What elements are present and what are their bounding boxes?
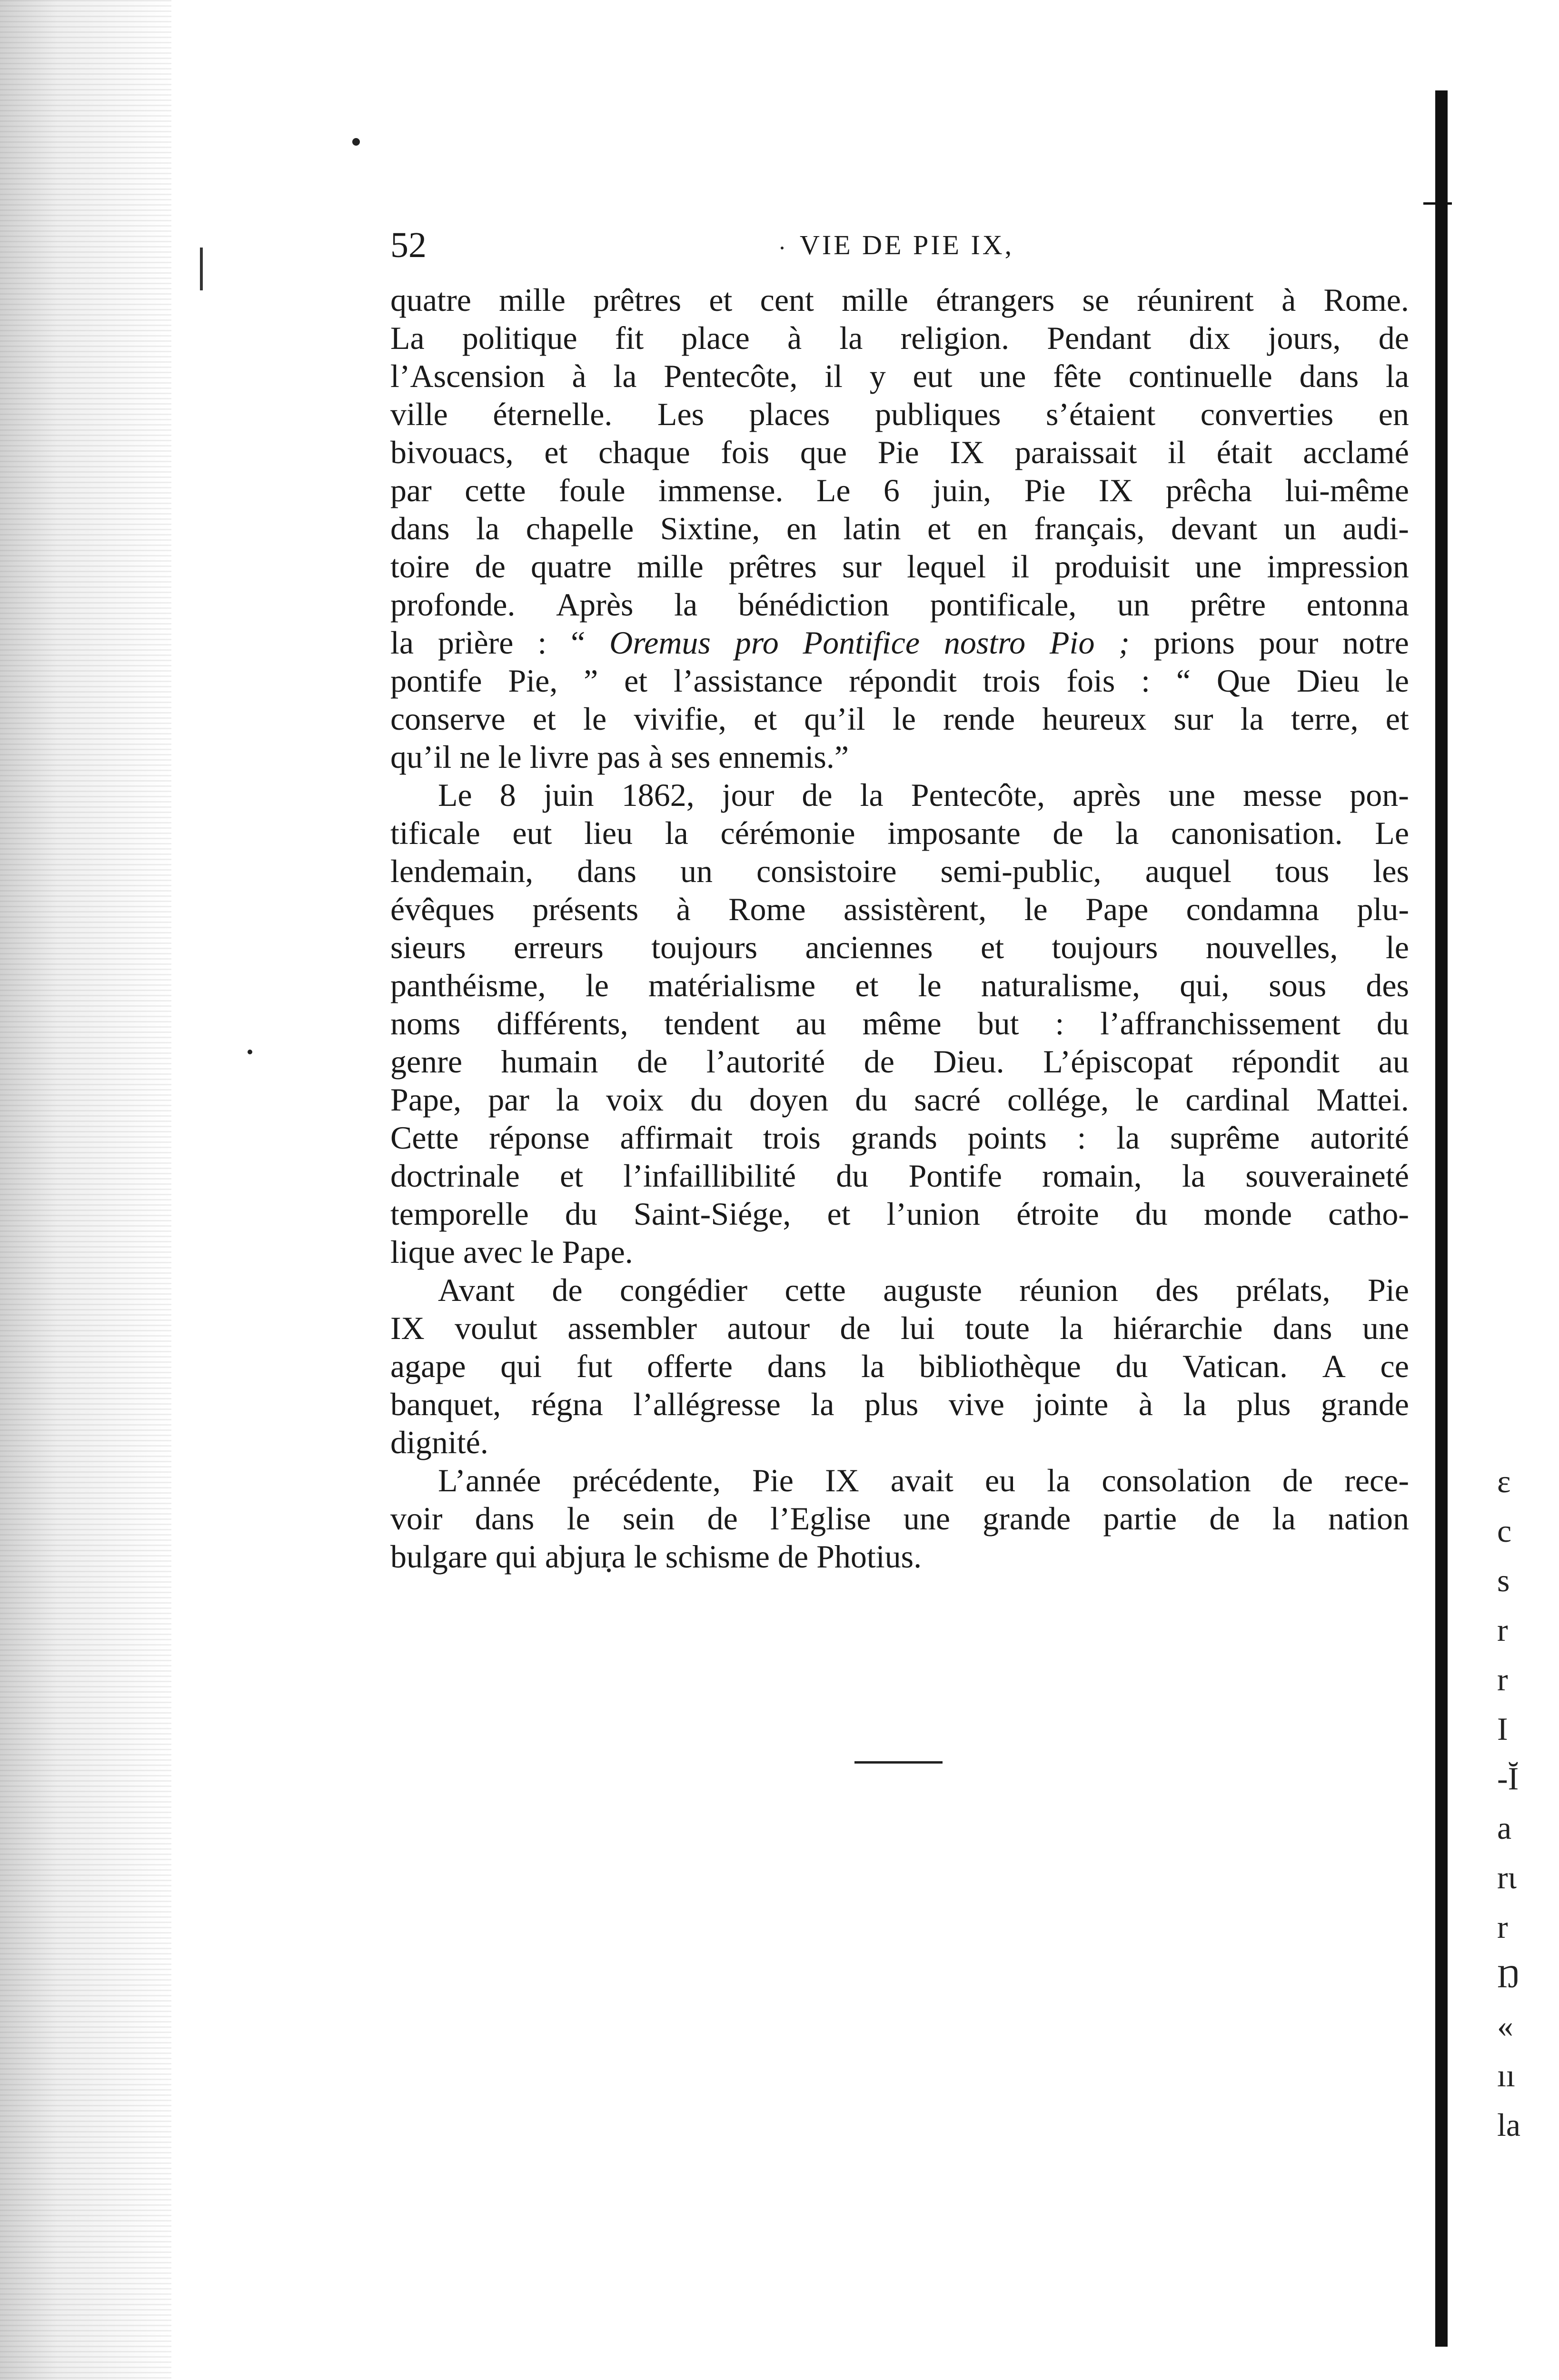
paragraph xyxy=(390,1271,1409,1461)
facing-page-glyph: « xyxy=(1497,2008,1513,2044)
scan-gutter-shadow xyxy=(0,0,171,2380)
facing-page-glyph: la xyxy=(1497,2107,1521,2143)
end-of-section-rule xyxy=(854,1761,943,1764)
binding-tick xyxy=(1423,202,1452,205)
text-line: la prière : “ Oremus pro Pontifice nostro Pio ; prions pour notre xyxy=(390,625,1409,661)
text-line: temporelle du Saint-Siége, et l’union étroite du monde catho- xyxy=(390,1196,1409,1232)
ink-speck xyxy=(352,138,360,146)
facing-page-glyph: -Ĭ xyxy=(1497,1760,1519,1796)
text-line: IX voulut assembler autour de lui toute la hiérarchie dans une xyxy=(390,1310,1409,1346)
text-line: Pape, par la voix du doyen du sacré collége, le cardinal Mattei. xyxy=(390,1081,1409,1118)
text-line: Cette réponse affirmait trois grands points : la suprême autorité xyxy=(390,1120,1409,1156)
text-line: pontife Pie, ” et l’assistance répondit trois fois : “ Que Dieu le xyxy=(390,663,1409,699)
text-line: La politique fit place à la religion. Pendant dix jours, de xyxy=(390,320,1409,356)
text-line: agape qui fut offerte dans la bibliothèque du Vatican. A ce xyxy=(390,1348,1409,1384)
page-header xyxy=(390,219,1414,271)
text-line: L’année précédente, Pie IX avait eu la consolation de rece- xyxy=(438,1462,1409,1498)
facing-page-glyph: ε xyxy=(1497,1463,1511,1499)
facing-page-glyph: a xyxy=(1497,1810,1512,1846)
facing-page-glyph: c xyxy=(1497,1513,1512,1549)
facing-page-glyph: rι xyxy=(1497,1859,1517,1895)
text-line: qu’il ne le livre pas à ses ennemis.” xyxy=(390,739,849,775)
text-line: toire de quatre mille prêtres sur lequel il produisit une impression xyxy=(390,548,1409,585)
facing-page-glyph: s xyxy=(1497,1562,1510,1598)
text-line: lique avec le Pape. xyxy=(390,1234,633,1270)
text-line: panthéisme, le matérialisme et le naturalisme, qui, sous des xyxy=(390,967,1409,1003)
paragraph xyxy=(390,1461,1409,1576)
facing-page-edge xyxy=(1497,1457,1554,2150)
text-line: évêques présents à Rome assistèrent, le Pape condamna plu- xyxy=(390,891,1409,927)
text-line: doctrinale et l’infaillibilité du Pontife romain, la souveraineté xyxy=(390,1158,1409,1194)
scan-artifact xyxy=(200,248,203,290)
text-line: conserve et le vivifie, et qu’il le rende heureux sur la terre, et xyxy=(390,701,1409,737)
text-line: Le 8 juin 1862, jour de la Pentecôte, après une messe pon- xyxy=(438,777,1409,813)
text-line: voir dans le sein de l’Eglise une grande partie de la nation xyxy=(390,1500,1409,1537)
text-line: genre humain de l’autorité de Dieu. L’épiscopat répondit au xyxy=(390,1043,1409,1080)
text-line: dans la chapelle Sixtine, en latin et en français, devant un audi- xyxy=(390,510,1409,546)
text-line: par cette foule immense. Le 6 juin, Pie IX prêcha lui-même xyxy=(390,472,1409,508)
facing-page-glyph: r xyxy=(1497,1661,1508,1697)
text-line: banquet, régna l’allégresse la plus vive jointe à la plus grande xyxy=(390,1386,1409,1422)
text-line: sieurs erreurs toujours anciennes et toujours nouvelles, le xyxy=(390,929,1409,965)
text-line: profonde. Après la bénédiction pontificale, un prêtre entonna xyxy=(390,586,1409,623)
facing-page-glyph: Ŋ xyxy=(1497,1958,1520,1994)
facing-page-glyph: I xyxy=(1497,1711,1508,1747)
text-line: lendemain, dans un consistoire semi-public, auquel tous les xyxy=(390,853,1409,889)
text-line: bulgare qui abjura le schisme de Photius. xyxy=(390,1538,922,1575)
facing-page-glyph: ıı xyxy=(1497,2057,1515,2093)
binding-edge xyxy=(1435,90,1448,2347)
page-body-text xyxy=(390,281,1409,1576)
page-number: 52 xyxy=(390,225,427,265)
text-line: quatre mille prêtres et cent mille étrangers se réunirent à Rome. xyxy=(390,282,1409,318)
text-line: dignité. xyxy=(390,1424,488,1460)
facing-page-glyph: r xyxy=(1497,1612,1508,1648)
ink-speck xyxy=(248,1050,252,1054)
paragraph xyxy=(390,281,1409,776)
paragraph xyxy=(390,776,1409,1271)
running-head: VIE DE PIE IX, xyxy=(800,229,1014,260)
facing-page-glyph: r xyxy=(1497,1909,1508,1945)
text-line: l’Ascension à la Pentecôte, il y eut une fête continuelle dans la xyxy=(390,358,1409,394)
text-line: bivouacs, et chaque fois que Pie IX paraissait il était acclamé xyxy=(390,434,1409,470)
text-line: ville éternelle. Les places publiques s’étaient converties en xyxy=(390,396,1409,432)
text-line: tificale eut lieu la cérémonie imposante de la canonisation. Le xyxy=(390,815,1409,851)
text-line: Avant de congédier cette auguste réunion des prélats, Pie xyxy=(438,1272,1409,1308)
text-line: noms différents, tendent au même but : l’affranchissement du xyxy=(390,1005,1409,1041)
